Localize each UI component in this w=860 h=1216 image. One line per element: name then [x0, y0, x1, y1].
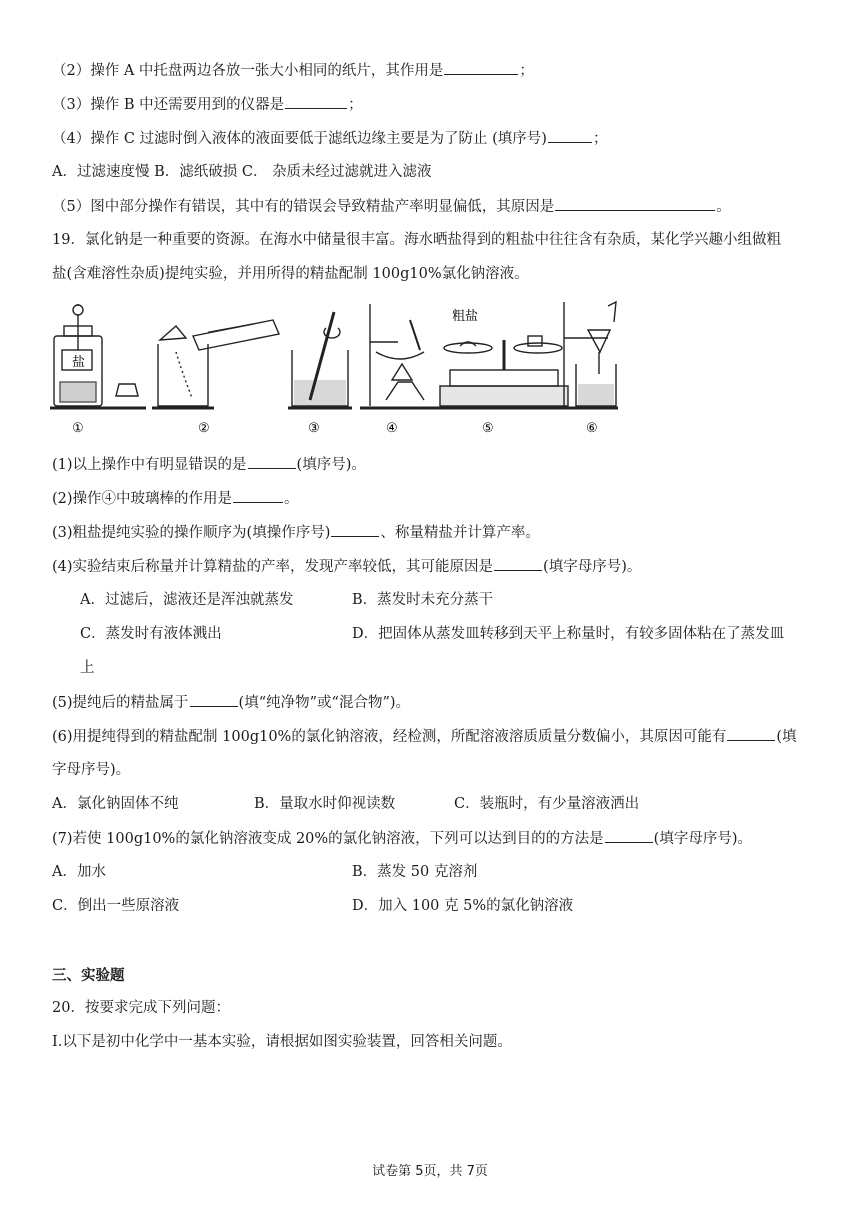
q19-6-option-b: B．量取水时仰视读数	[254, 796, 396, 812]
q18-part4	[52, 128, 607, 149]
q19-part1-text: (1)以上操作中有明显错误的是	[52, 457, 247, 473]
q18-part3	[52, 94, 363, 115]
q18-part2	[52, 60, 534, 81]
filtration-icon	[554, 302, 618, 408]
q19-4-option-c: C．蒸发时有液体溅出	[80, 626, 222, 642]
q19-stem-line1: 19．氯化钠是一种重要的资源。在海水中储量很丰富。海水晒盐得到的粗盐中往往含有杂质，某化学兴趣小组做粗	[52, 232, 781, 248]
experiment-figure	[48, 300, 618, 440]
crude-salt-label: 粗盐	[452, 309, 479, 324]
q19-part1	[52, 454, 366, 475]
q19-part4-end: (填字母序号)。	[543, 559, 642, 575]
punct: 。	[716, 199, 731, 215]
answer-blank[interactable]	[605, 828, 653, 843]
q19-stem-line2: 盐(含难溶性杂质)提纯实验，并用所得的精盐配制 100g10%氯化钠溶液。	[52, 266, 529, 282]
balance-icon	[436, 336, 572, 408]
q19-part6-end: (填	[776, 729, 797, 745]
figure-label-2: ②	[198, 421, 210, 436]
answer-blank[interactable]	[494, 556, 542, 571]
answer-blank[interactable]	[444, 60, 518, 75]
q18-part3-text: （3）操作 B 中还需要用到的仪器是	[52, 97, 285, 113]
punct: ；	[519, 63, 534, 79]
q19-part5	[52, 692, 410, 713]
figure-label-4: ④	[386, 421, 398, 436]
q19-part3-text: (3)粗盐提纯实验的操作顺序为(填操作序号)	[52, 525, 331, 541]
q19-7-option-a: A．加水	[52, 864, 106, 880]
figure-label-6: ⑥	[586, 421, 598, 436]
stirring-beaker-icon	[288, 312, 352, 408]
q20-part1-stem: Ⅰ.以下是初中化学中一基本实验，请根据如图实验装置，回答相关问题。	[52, 1034, 512, 1050]
q19-part6-cont: 字母序号)。	[52, 762, 131, 778]
q19-4-option-d: D．把固体从蒸发皿转移到天平上称量时，有较多固体粘在了蒸发皿	[352, 626, 785, 642]
q19-part6-text: (6)用提纯得到的精盐配制 100g10%的氯化钠溶液，经检测，所配溶液溶质质量分数偏小，其原因可能有	[52, 729, 727, 745]
answer-blank[interactable]	[190, 692, 238, 707]
q19-part4	[52, 556, 641, 577]
q19-part4-text: (4)实验结束后称量并计算精盐的产率，发现产率较低，其可能原因是	[52, 559, 494, 575]
q19-part7-end: (填字母序号)。	[653, 831, 752, 847]
q18-part4-text: （4）操作 C 过滤时倒入液体的液面要低于滤纸边缘主要是为了防止 (填序号)	[52, 131, 547, 147]
answer-blank[interactable]	[727, 726, 775, 741]
pouring-beaker-icon	[152, 320, 279, 408]
q19-7-option-d: D．加入 100 克 5%的氯化钠溶液	[352, 898, 574, 914]
punct: 。	[284, 491, 299, 507]
figure-label-1: ①	[72, 421, 84, 436]
q19-4-option-d-cont: 上	[80, 660, 95, 676]
figure-label-3: ③	[308, 421, 320, 436]
q19-4-option-b: B．蒸发时未充分蒸干	[352, 592, 494, 608]
q19-part1-end: (填序号)。	[296, 457, 366, 473]
section-heading: 三、实验题	[52, 967, 125, 984]
q19-part6	[52, 726, 797, 747]
answer-blank[interactable]	[248, 454, 296, 469]
figure-label-5: ⑤	[482, 421, 494, 436]
page-footer: 试卷第 5页，共 7页	[372, 1164, 488, 1179]
q20-stem: 20．按要求完成下列问题：	[52, 1000, 230, 1016]
q19-4-option-a: A．过滤后，滤液还是浑浊就蒸发	[80, 592, 294, 608]
salt-jar-label: 盐	[72, 355, 86, 370]
answer-blank[interactable]	[548, 128, 592, 143]
answer-blank[interactable]	[555, 196, 715, 211]
q19-part7	[52, 828, 752, 849]
punct: ；	[348, 97, 363, 113]
q19-part3	[52, 522, 540, 543]
q19-6-option-c: C．装瓶时，有少量溶液洒出	[454, 796, 640, 812]
q18-part5-text: （5）图中部分操作有错误，其中有的错误会导致精盐产率明显偏低，其原因是	[52, 199, 555, 215]
q19-7-option-c: C．倒出一些原溶液	[52, 898, 180, 914]
q18-part4-options: A．过滤速度慢 B．滤纸破损 C． 杂质未经过滤就进入滤液	[52, 164, 432, 180]
q19-part7-text: (7)若使 100g10%的氯化钠溶液变成 20%的氯化钠溶液，下列可以达到目的的方法是	[52, 831, 604, 847]
q19-6-option-a: A．氯化钠固体不纯	[52, 796, 179, 812]
q19-part2-text: (2)操作④中玻璃棒的作用是	[52, 491, 233, 507]
evaporation-icon	[360, 304, 438, 408]
q19-part2	[52, 488, 299, 509]
answer-blank[interactable]	[331, 522, 379, 537]
q19-7-option-b: B．蒸发 50 克溶剂	[352, 864, 478, 880]
answer-blank[interactable]	[285, 94, 347, 109]
answer-blank[interactable]	[233, 488, 283, 503]
q19-part5-end: (填“纯净物”或“混合物”)。	[238, 695, 411, 711]
reagent-jar-icon	[50, 304, 146, 408]
punct: ；	[592, 131, 608, 147]
q18-part2-text: （2）操作 A 中托盘两边各放一张大小相同的纸片，其作用是	[52, 63, 444, 79]
q18-part5	[52, 196, 731, 217]
q19-part5-text: (5)提纯后的精盐属于	[52, 695, 189, 711]
q19-part3-end: 、称量精盐并计算产率。	[380, 525, 540, 541]
